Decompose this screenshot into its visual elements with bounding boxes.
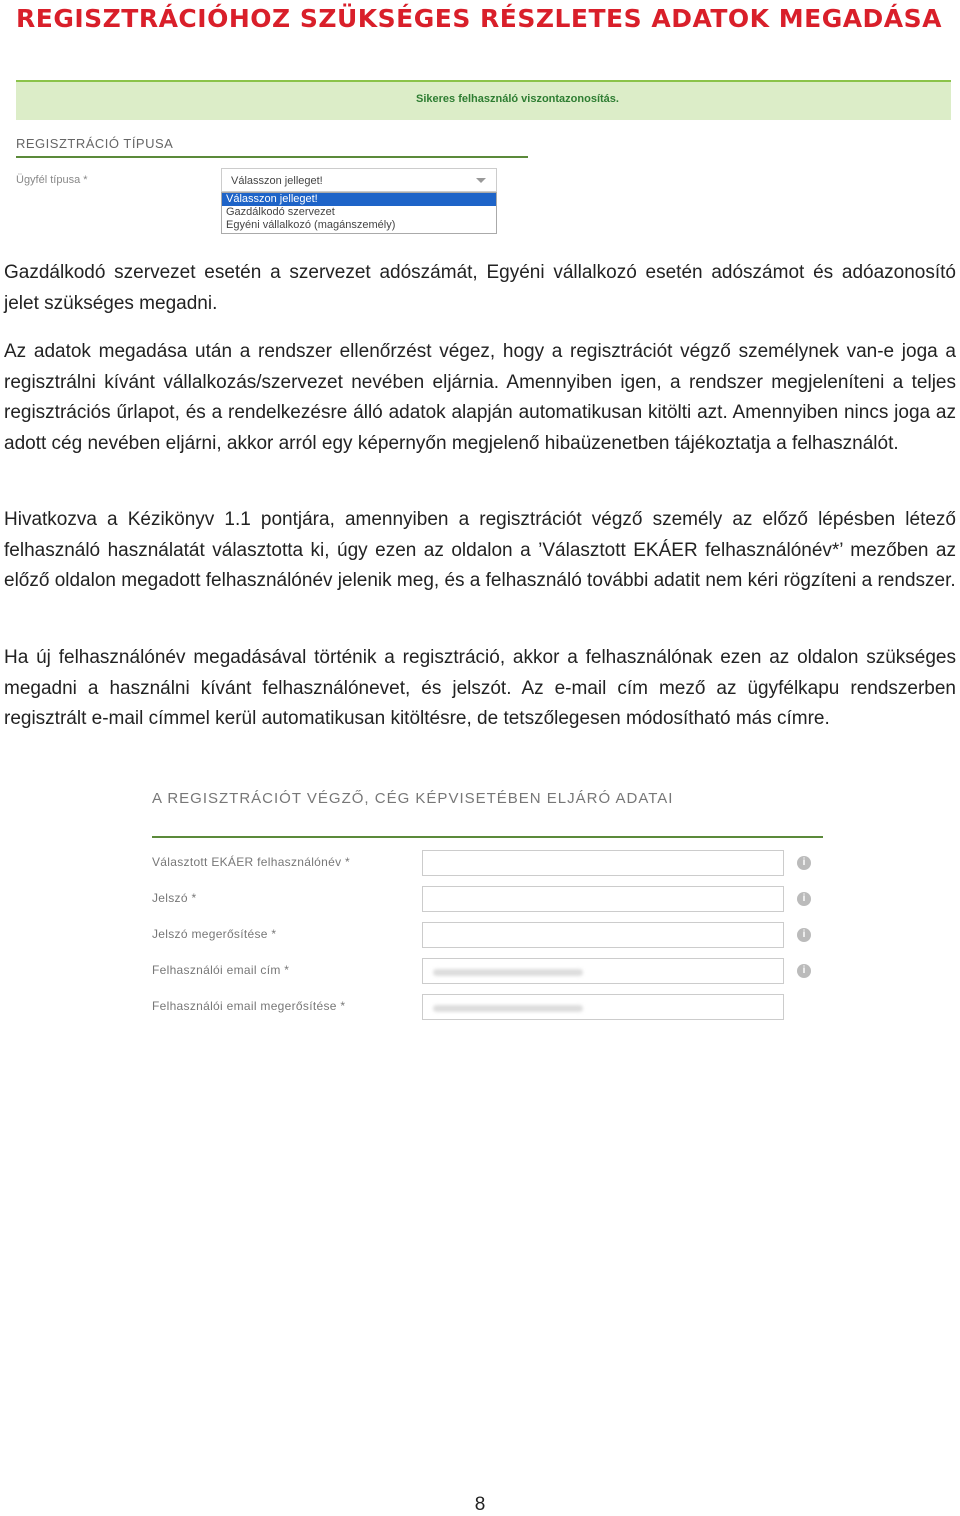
field-label: Felhasználói email megerősítése * [152, 999, 346, 1013]
page-title: REGISZTRÁCIÓHOZ SZÜKSÉGES RÉSZLETES ADATOK MEGADÁSA [16, 4, 943, 33]
password-input[interactable] [422, 886, 784, 912]
field-label: Jelszó megerősítése * [152, 927, 277, 941]
field-label: Jelszó * [152, 891, 197, 905]
field-label: Választott EKÁER felhasználónév * [152, 855, 351, 869]
field-label: Felhasználói email cím * [152, 963, 290, 977]
info-icon[interactable]: i [797, 928, 811, 942]
client-type-dropdown [221, 192, 497, 234]
paragraph: Gazdálkodó szervezet esetén a szervezet adószámát, Egyéni vállalkozó esetén adószámot és adóazonosító jelet szükséges megadni. [4, 262, 956, 314]
form-row-email [152, 958, 822, 984]
success-banner [16, 80, 951, 120]
chevron-down-icon [476, 178, 486, 183]
paragraph: Az adatok megadása után a rendszer ellenőrzést végez, hogy a regisztrációt végző személynek van-e joga a regisztrálni kívánt vállalkozás/szervezet nevében eljárnia. Amennyiben igen, a rendszer megjeleníteni a teljes regisztrációs űrlapot, és a rendelkezésre álló adatok alapján automatikusan kitölti azt. Amennyiben nincs joga az adott cég nevében eljárni, akkor arról egy képernyőn megjelenő hibaüzenetben tájékoztatja a felhasználót. [4, 341, 956, 454]
form-row-password-confirm [152, 922, 822, 948]
paragraph: Ha új felhasználónév megadásával történik a regisztráció, akkor a felhasználónak ezen az oldalon szükséges megadni a használni kívánt felhasználónevet, és jelszót. Az e-mail cím mező az ügyfélkapu rendszerben regisztrált e-mail címmel kerül automatikusan kitöltésre, de tetszőlegesen módosítható más címre. [4, 647, 956, 729]
password-confirm-input[interactable] [422, 922, 784, 948]
username-input[interactable] [422, 850, 784, 876]
email-confirm-input[interactable] [422, 994, 784, 1020]
form-row-username [152, 850, 822, 876]
dropdown-option[interactable]: Egyéni vállalkozó (magánszemély) [226, 219, 396, 231]
email-input[interactable] [422, 958, 784, 984]
client-type-label: Ügyfél típusa * [16, 174, 88, 186]
page-number: 8 [474, 1494, 486, 1515]
select-current-value: Válasszon jelleget! [231, 175, 323, 187]
info-icon[interactable]: i [797, 964, 811, 978]
dropdown-option[interactable]: Gazdálkodó szervezet [226, 206, 335, 218]
paragraph: Hivatkozva a Kézikönyv 1.1 pontjára, amennyiben a regisztrációt végző személy az előző lépésben létező felhasználó használatát választotta ki, úgy ezen az oldalon a ’Választott EKÁER felhasználónév*’ mezőben az előző oldalon megadott felhasználónév jelenik meg, és a felhasználó további adatit nem kéri rögzíteni a rendszer. [4, 509, 956, 591]
info-icon[interactable]: i [797, 892, 811, 906]
dropdown-option[interactable]: Válasszon jelleget! [222, 193, 496, 206]
form-row-email-confirm [152, 994, 822, 1020]
form-row-password [152, 886, 822, 912]
success-message: Sikeres felhasználó viszontazonosítás. [416, 93, 619, 105]
section-title-representative-data: A REGISZTRÁCIÓT VÉGZŐ, CÉG KÉPVISETÉBEN ELJÁRÓ ADATAI [152, 786, 823, 838]
section-title-registration-type: REGISZTRÁCIÓ TÍPUSA [16, 136, 528, 158]
info-icon[interactable]: i [797, 856, 811, 870]
client-type-select[interactable] [221, 168, 497, 192]
